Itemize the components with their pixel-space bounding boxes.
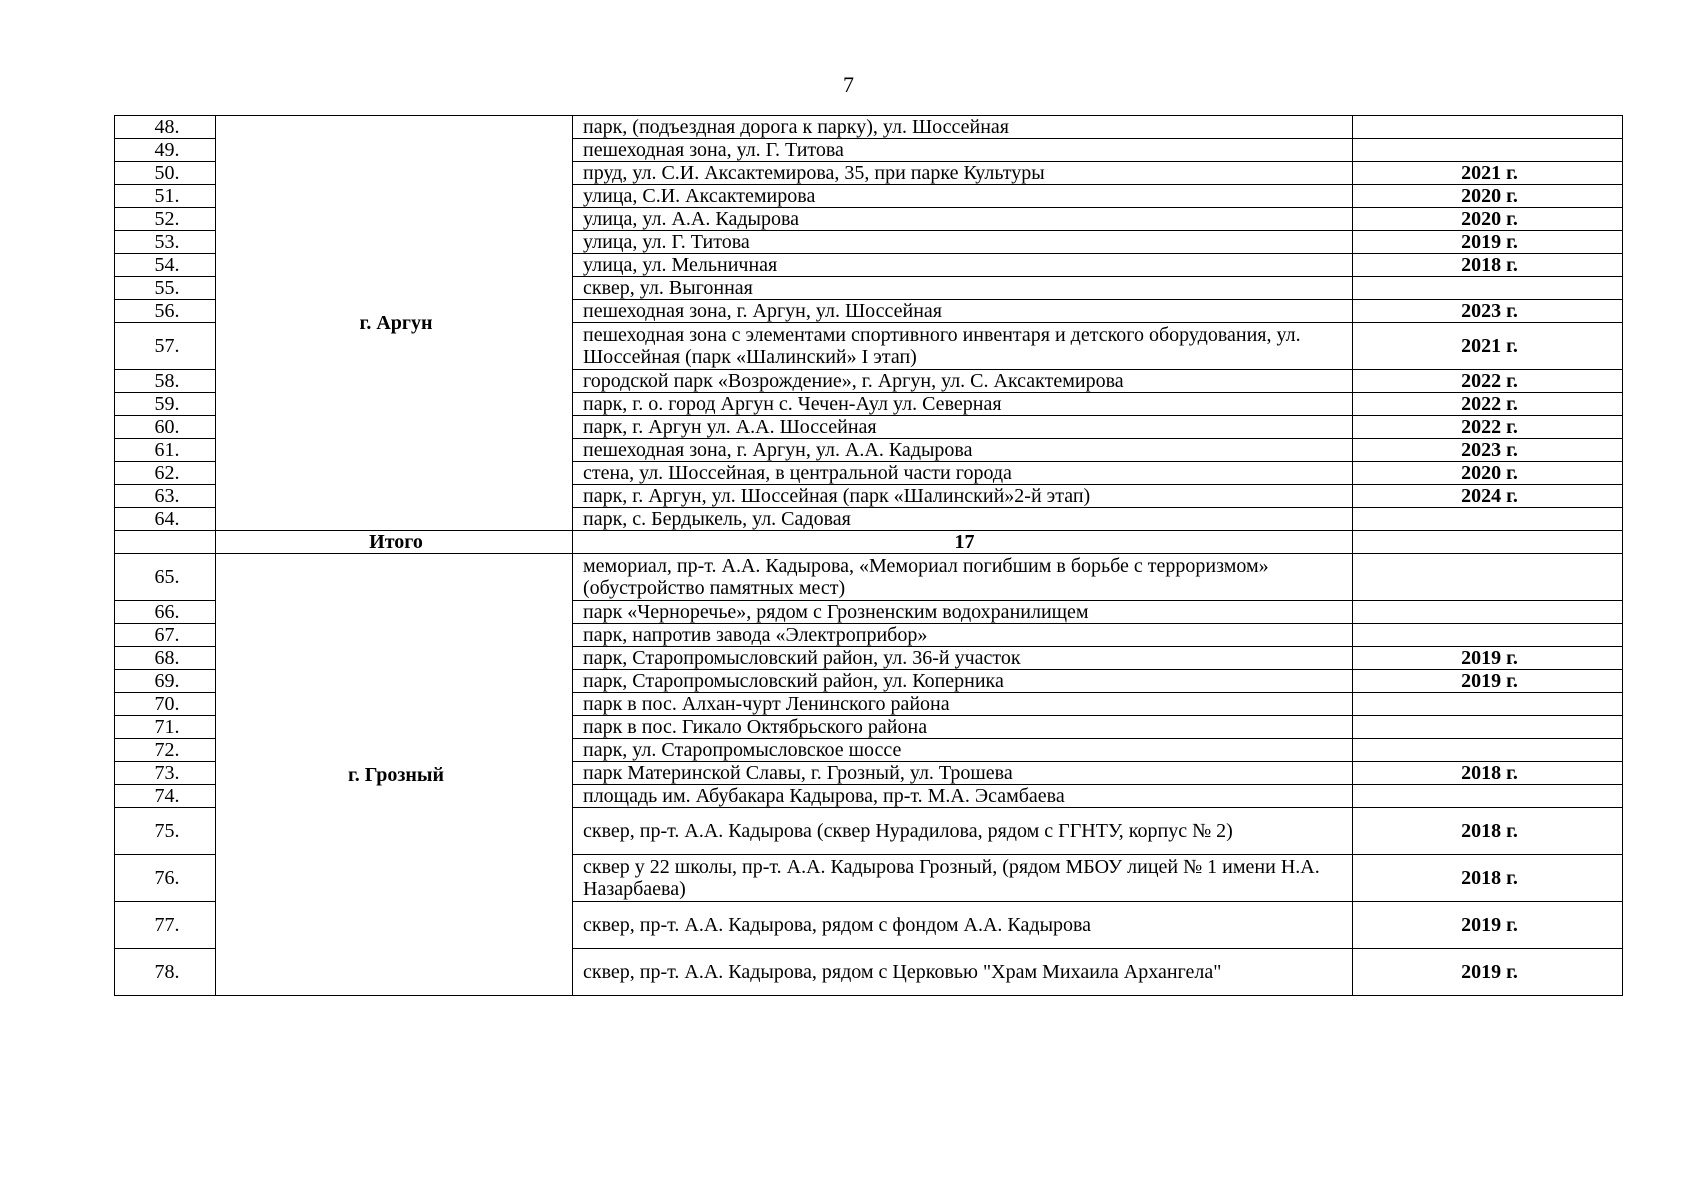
row-number: 70.	[115, 693, 216, 716]
completion-year	[1353, 785, 1623, 808]
row-number: 63.	[115, 485, 216, 508]
object-description: сквер, пр-т. А.А. Кадырова, рядом с Церковью "Храм Михаила Архангела"	[573, 949, 1353, 996]
completion-year	[1353, 739, 1623, 762]
completion-year: 2020 г.	[1353, 462, 1623, 485]
row-number: 55.	[115, 277, 216, 300]
row-number: 61.	[115, 439, 216, 462]
row-number: 60.	[115, 416, 216, 439]
object-description: мемориал, пр-т. А.А. Кадырова, «Мемориал погибшим в борьбе с терроризмом» (обустройство памятных мест)	[573, 554, 1353, 601]
object-description: улица, С.И. Аксактемирова	[573, 185, 1353, 208]
row-number: 57.	[115, 323, 216, 370]
object-description: пешеходная зона, ул. Г. Титова	[573, 139, 1353, 162]
row-number: 67.	[115, 624, 216, 647]
total-count: 17	[573, 531, 1353, 554]
row-number: 51.	[115, 185, 216, 208]
object-description: парк, напротив завода «Электроприбор»	[573, 624, 1353, 647]
object-description: парк Материнской Славы, г. Грозный, ул. Трошева	[573, 762, 1353, 785]
completion-year: 2020 г.	[1353, 208, 1623, 231]
object-description: парк «Черноречье», рядом с Грозненским водохранилищем	[573, 601, 1353, 624]
completion-year	[1353, 624, 1623, 647]
completion-year: 2023 г.	[1353, 439, 1623, 462]
object-description: парк, Старопромысловский район, ул. 36-й участок	[573, 647, 1353, 670]
completion-year: 2018 г.	[1353, 855, 1623, 902]
completion-year: 2018 г.	[1353, 762, 1623, 785]
row-number: 64.	[115, 508, 216, 531]
completion-year	[1353, 716, 1623, 739]
object-description: сквер у 22 школы, пр-т. А.А. Кадырова Грозный, (рядом МБОУ лицей № 1 имени Н.А. Назарбаева)	[573, 855, 1353, 902]
row-number: 50.	[115, 162, 216, 185]
row-number: 72.	[115, 739, 216, 762]
completion-year	[1353, 116, 1623, 139]
completion-year	[1353, 508, 1623, 531]
argun-section	[115, 116, 1623, 531]
row-number: 59.	[115, 393, 216, 416]
completion-year	[1353, 554, 1623, 601]
completion-year	[1353, 277, 1623, 300]
completion-year: 2019 г.	[1353, 231, 1623, 254]
object-description: сквер, пр-т. А.А. Кадырова (сквер Нурадилова, рядом с ГГНТУ, корпус № 2)	[573, 808, 1353, 855]
row-number: 65.	[115, 554, 216, 601]
object-description: улица, ул. Мельничная	[573, 254, 1353, 277]
object-description: парк, г. Аргун ул. А.А. Шоссейная	[573, 416, 1353, 439]
completion-year	[1353, 139, 1623, 162]
object-description: улица, ул. Г. Титова	[573, 231, 1353, 254]
object-description: городской парк «Возрождение», г. Аргун, ул. С. Аксактемирова	[573, 370, 1353, 393]
object-description: парк, с. Бердыкель, ул. Садовая	[573, 508, 1353, 531]
table-row	[115, 116, 1623, 139]
object-description: сквер, ул. Выгонная	[573, 277, 1353, 300]
row-number: 66.	[115, 601, 216, 624]
completion-year: 2018 г.	[1353, 808, 1623, 855]
row-number: 52.	[115, 208, 216, 231]
row-number: 58.	[115, 370, 216, 393]
row-number: 68.	[115, 647, 216, 670]
completion-year: 2022 г.	[1353, 370, 1623, 393]
row-number: 71.	[115, 716, 216, 739]
object-description: площадь им. Абубакара Кадырова, пр-т. М.А. Эсамбаева	[573, 785, 1353, 808]
row-number: 77.	[115, 902, 216, 949]
object-description: пешеходная зона, г. Аргун, ул. А.А. Кадырова	[573, 439, 1353, 462]
row-number: 49.	[115, 139, 216, 162]
object-description: стена, ул. Шоссейная, в центральной части города	[573, 462, 1353, 485]
objects-table	[114, 115, 1623, 996]
completion-year: 2021 г.	[1353, 323, 1623, 370]
row-number: 69.	[115, 670, 216, 693]
object-description: улица, ул. А.А. Кадырова	[573, 208, 1353, 231]
row-number: 62.	[115, 462, 216, 485]
row-number: 78.	[115, 949, 216, 996]
row-number: 48.	[115, 116, 216, 139]
object-description: парк, (подъездная дорога к парку), ул. Шоссейная	[573, 116, 1353, 139]
object-description: парк в пос. Алхан-чурт Ленинского района	[573, 693, 1353, 716]
completion-year: 2020 г.	[1353, 185, 1623, 208]
object-description: парк в пос. Гикало Октябрьского района	[573, 716, 1353, 739]
total-year-cell	[1353, 531, 1623, 554]
row-number: 53.	[115, 231, 216, 254]
object-description: пешеходная зона с элементами спортивного инвентаря и детского оборудования, ул. Шоссейная (парк «Шалинский» I этап)	[573, 323, 1353, 370]
completion-year: 2019 г.	[1353, 902, 1623, 949]
completion-year: 2019 г.	[1353, 949, 1623, 996]
row-number: 74.	[115, 785, 216, 808]
city-name: г. Аргун	[216, 116, 573, 531]
row-number: 73.	[115, 762, 216, 785]
table-row	[115, 554, 1623, 601]
object-description: пешеходная зона, г. Аргун, ул. Шоссейная	[573, 300, 1353, 323]
page-number: 7	[843, 72, 854, 97]
completion-year: 2019 г.	[1353, 670, 1623, 693]
object-description: парк, Старопромысловский район, ул. Коперника	[573, 670, 1353, 693]
object-description: парк, г. о. город Аргун с. Чечен-Аул ул. Северная	[573, 393, 1353, 416]
completion-year: 2018 г.	[1353, 254, 1623, 277]
completion-year	[1353, 601, 1623, 624]
row-number: 56.	[115, 300, 216, 323]
grozny-section	[115, 554, 1623, 996]
completion-year: 2023 г.	[1353, 300, 1623, 323]
total-section	[115, 531, 1623, 554]
completion-year	[1353, 693, 1623, 716]
object-description: сквер, пр-т. А.А. Кадырова, рядом с фондом А.А. Кадырова	[573, 902, 1353, 949]
completion-year: 2022 г.	[1353, 393, 1623, 416]
total-num-cell	[115, 531, 216, 554]
completion-year: 2019 г.	[1353, 647, 1623, 670]
object-description: пруд, ул. С.И. Аксактемирова, 35, при парке Культуры	[573, 162, 1353, 185]
completion-year: 2024 г.	[1353, 485, 1623, 508]
completion-year: 2022 г.	[1353, 416, 1623, 439]
city-name: г. Грозный	[216, 554, 573, 996]
row-number: 76.	[115, 855, 216, 902]
row-number: 75.	[115, 808, 216, 855]
total-row	[115, 531, 1623, 554]
row-number: 54.	[115, 254, 216, 277]
object-description: парк, ул. Старопромысловское шоссе	[573, 739, 1353, 762]
total-label: Итого	[216, 531, 573, 554]
completion-year: 2021 г.	[1353, 162, 1623, 185]
object-description: парк, г. Аргун, ул. Шоссейная (парк «Шалинский»2-й этап)	[573, 485, 1353, 508]
